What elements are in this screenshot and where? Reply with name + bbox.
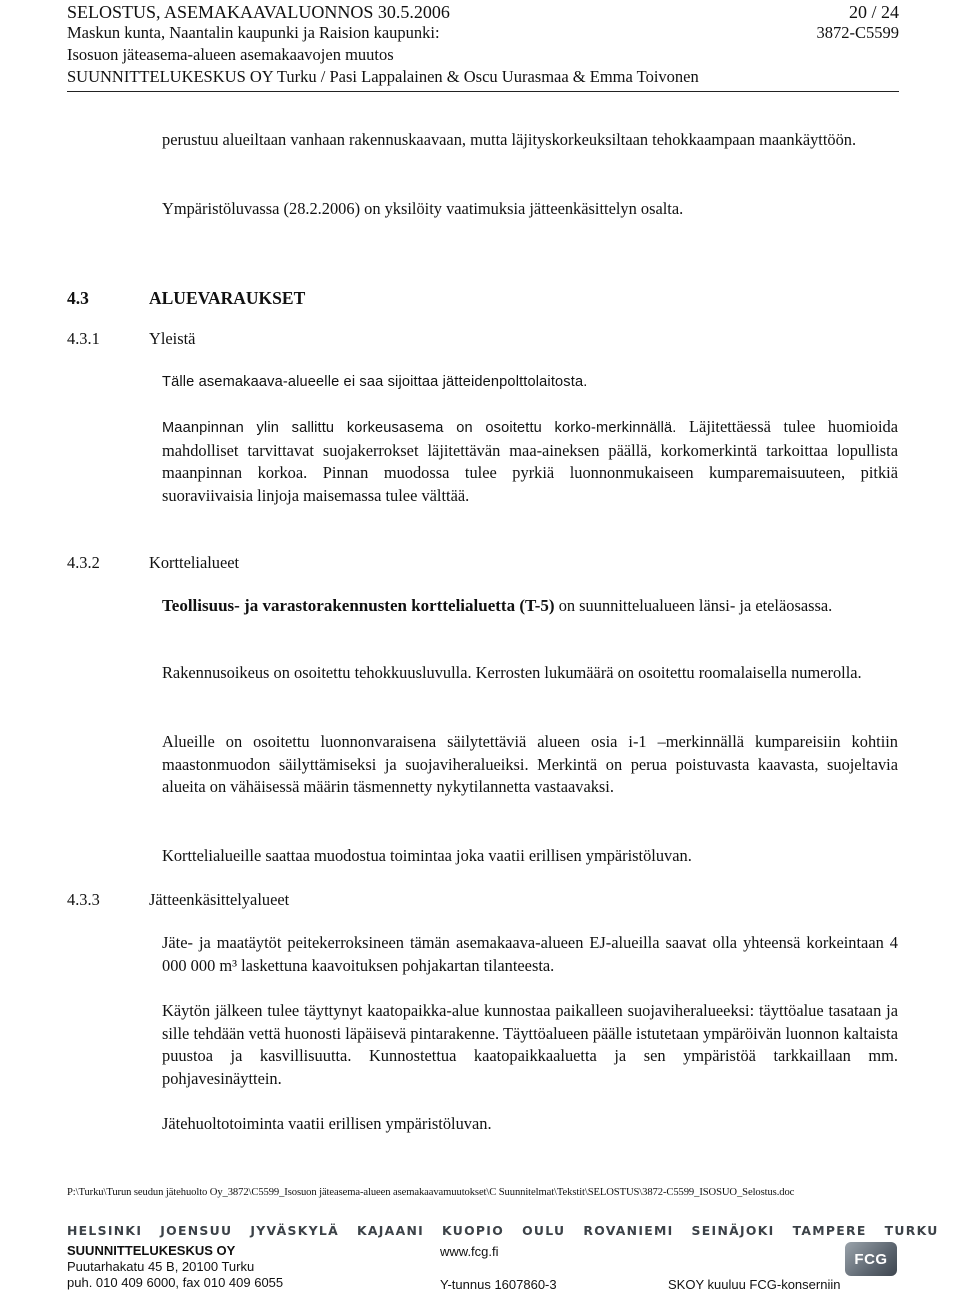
file-path: P:\Turku\Turun seudun jätehuolto Oy_3872\C5599_Isosuon jäteasema-alueen asemakaavamuutokset\C Suunnitelmat\Tekstit\SELOSTUS\3872-C5599_ISOSUO_Selostus.doc bbox=[67, 1187, 795, 1198]
paragraph-korttelialueet-2: Rakennusoikeus on osoitettu tehokkuusluvulla. Kerrosten lukumäärä on osoitettu roomalaisella numerolla. bbox=[162, 663, 862, 682]
paragraph-yleista-2 bbox=[162, 416, 898, 507]
city-jyvaskyla: JYVÄSKYLÄ bbox=[250, 1222, 339, 1238]
paragraph-yleista-1: Tälle asemakaava-alueelle ei saa sijoittaa jätteidenpolttolaitosta. bbox=[162, 374, 588, 390]
section-number-4-3-2: 4.3.2 bbox=[67, 553, 100, 572]
header-authors: SUUNNITTELUKESKUS OY Turku / Pasi Lappalainen & Oscu Uurasmaa & Emma Toivonen bbox=[67, 67, 699, 86]
header-line-2 bbox=[67, 22, 899, 44]
city-rovaniemi: ROVANIEMI bbox=[583, 1222, 674, 1238]
block-type-name: Teollisuus- ja varastorakennusten korttelialuetta (T-5) bbox=[162, 596, 555, 615]
fcg-logo-text: FCG bbox=[854, 1250, 888, 1268]
paragraph-permit: Ympäristöluvassa (28.2.2006) on yksilöity vaatimuksia jätteenkäsittelyn osalta. bbox=[162, 199, 684, 218]
project-code: 3872-C5599 bbox=[816, 23, 899, 42]
city-kajaani: KAJAANI bbox=[356, 1222, 425, 1238]
group-membership: SKOY kuuluu FCG-konserniin bbox=[668, 1277, 841, 1292]
elevation-sentence: Maanpinnan ylin sallittu korkeusasema on osoitettu korko-merkinnällä. bbox=[162, 420, 677, 436]
header-subject: Isosuon jäteasema-alueen asemakaavojen muutos bbox=[67, 45, 394, 64]
paragraph-korttelialueet-3: Alueille on osoitettu luonnonvaraisena säilytettäviä alueen osia i-1 –merkinnällä kumpareisiin kohtiin maastonmuodon säilyttämiseksi ja suojaviheralueiksi. Merkintä on perua poistuvasta kaavasta, suojeltavia alueita on vähäisessä määrin täsmennetty nykytilannetta vastaavaksi. bbox=[162, 732, 898, 796]
section-title-jatteenkasittelyalueet: Jätteenkäsittelyalueet bbox=[149, 890, 290, 909]
paragraph-jatealueet-3: Jätehuoltotoiminta vaatii erillisen ympäristöluvan. bbox=[162, 1114, 492, 1133]
block-location: on suunnittelualueen länsi- ja eteläosassa. bbox=[554, 596, 833, 615]
section-number-4-3: 4.3 bbox=[67, 288, 89, 308]
city-tampere: TAMPERE bbox=[792, 1222, 867, 1238]
document-title: SELOSTUS, ASEMAKAAVALUONNOS 30.5.2006 bbox=[67, 2, 450, 22]
section-number-4-3-3: 4.3.3 bbox=[67, 890, 100, 909]
business-id: Y-tunnus 1607860-3 bbox=[440, 1277, 557, 1292]
city-turku: TURKU bbox=[884, 1222, 939, 1238]
city-kuopio: KUOPIO bbox=[442, 1222, 505, 1238]
paragraph-jatealueet-2: Käytön jälkeen tulee täyttynyt kaatopaikka-alue kunnostaa paikalleen suojaviheralueeksi: täyttöalue tasataan ja sille tehdään vettä huonosti läpäisevä pintarakenne. Täyttöalueen päälle istutetaan ympäröivän luonnon kaltaista puustoa ja kasvillisuutta. Kunnostettua kaatopaikkaaluetta ja sen ympäristöä tarkkaillaan mm. pohjavesinäyttein. bbox=[162, 1001, 898, 1088]
company-address: Puutarhakatu 45 B, 20100 Turku bbox=[67, 1259, 255, 1274]
paragraph-korttelialueet-1 bbox=[162, 595, 898, 618]
section-title-yleista: Yleistä bbox=[149, 329, 196, 348]
company-website-link[interactable]: www.fcg.fi bbox=[440, 1244, 499, 1259]
section-title-korttelialueet: Korttelialueet bbox=[149, 553, 240, 572]
section-title-aluevaraukset: ALUEVARAUKSET bbox=[149, 288, 306, 308]
header-line-1 bbox=[67, 1, 899, 23]
company-name: SUUNNITTELUKESKUS OY bbox=[67, 1243, 236, 1258]
fcg-logo bbox=[845, 1242, 897, 1276]
city-joensuu: JOENSUU bbox=[160, 1222, 233, 1238]
municipalities: Maskun kunta, Naantalin kaupunki ja Raision kaupunki: bbox=[67, 23, 440, 42]
paragraph-korttelialueet-4: Korttelialueille saattaa muodostua toimintaa joka vaatii erillisen ympäristöluvan. bbox=[162, 846, 692, 865]
section-number-4-3-1: 4.3.1 bbox=[67, 329, 100, 348]
header-divider bbox=[67, 91, 899, 92]
elevation-details: Läjitettäessä tulee huomioida mahdolliset tarvittavat suojakerrokset läjitettävän maa-aineksen päällä, korkomerkintä tarkoittaa lopullista maanpinnan korkoa. Pinnan muodossa tulee pyrkiä luonnonmukaiseen kumparemaisuuteen, pitkiä suoraviivaisia linjoja maisemassa tulee välttää. bbox=[162, 417, 898, 505]
city-seinajoki: SEINÄJOKI bbox=[691, 1222, 775, 1238]
city-oulu: OULU bbox=[522, 1222, 566, 1238]
paragraph-jatealueet-1: Jäte- ja maatäytöt peitekerroksineen tämän asemakaava-alueen EJ-alueilla saavat olla yhteensä korkeintaan 4 000 000 m³ laskettuna kaavoituksen pohjakartan tilanteesta. bbox=[162, 933, 898, 975]
office-cities-bar bbox=[67, 1218, 939, 1242]
company-phone: puh. 010 409 6000, fax 010 409 6055 bbox=[67, 1275, 284, 1290]
page-number: 20 / 24 bbox=[848, 2, 899, 22]
city-helsinki: HELSINKI bbox=[67, 1222, 143, 1238]
paragraph-intro: perustuu alueiltaan vanhaan rakennuskaavaan, mutta läjityskorkeuksiltaan tehokkaampaan maankäyttöön. bbox=[162, 130, 857, 149]
